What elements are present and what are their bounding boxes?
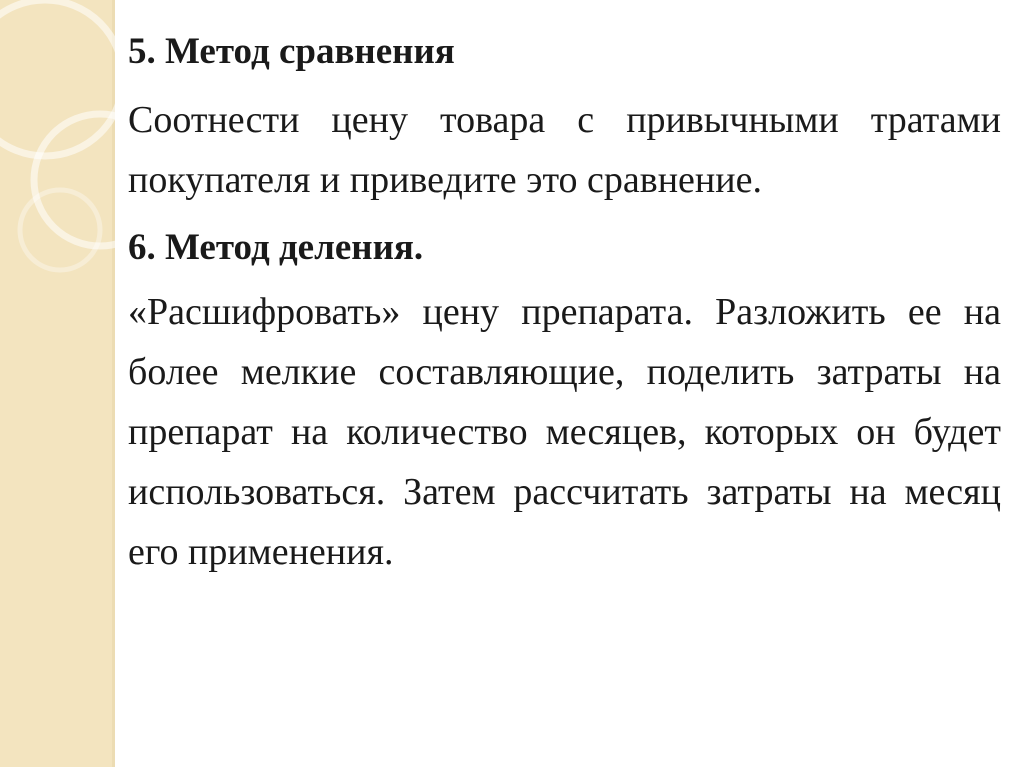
section-text-comparison: Соотнести цену товара с привычными тратами покупателя и приведите это сравнение. [128, 99, 1001, 201]
slide-content [128, 22, 1001, 582]
section-heading-division: 6. Метод деления. [128, 227, 424, 268]
section-heading-comparison: 5. Метод сравнения [128, 31, 455, 72]
section-text-division: «Расшифровать» цену препарата. Разложить ее на более мелкие составляющие, поделить затраты на препарат на количество месяцев, которых он будет использоваться. Затем рассчитать затраты на месяц его применения. [128, 291, 1001, 573]
